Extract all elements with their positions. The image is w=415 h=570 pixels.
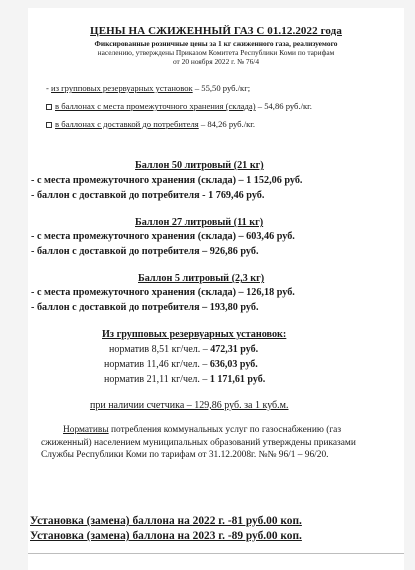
bullet-item-delivery bbox=[46, 119, 255, 129]
subtitle-line-1: Фиксированные розничные цены за 1 кг сжиженного газа, реализуемого bbox=[94, 39, 338, 48]
norm-label: норматив 8,51 кг/чел. – bbox=[109, 344, 211, 355]
norm-label: норматив 21,11 кг/чел. – bbox=[104, 374, 210, 385]
bullet-item-storage bbox=[46, 101, 312, 111]
norm-label: норматив 11,46 кг/чел. – bbox=[104, 359, 210, 370]
meter-price: при наличии счетчика – 129,86 руб. за 1 куб.м. bbox=[90, 400, 289, 411]
paragraph-underlined: Нормативы bbox=[63, 425, 109, 435]
document-page bbox=[28, 8, 404, 570]
bullet-price: – 55,50 руб./кг; bbox=[192, 83, 251, 93]
norm-price: 636,03 руб. bbox=[209, 359, 258, 370]
norms-paragraph bbox=[41, 424, 391, 462]
bullet-price: – 54,86 руб./кг. bbox=[255, 101, 312, 111]
bottom-divider bbox=[28, 553, 404, 554]
footer-install-2023: Установка (замена) баллона на 2023 г. -89 руб.00 коп. bbox=[30, 530, 302, 542]
bullet-label: в баллонах с доставкой до потребителя bbox=[55, 119, 199, 129]
checkbox-icon bbox=[46, 104, 52, 110]
cylinder-5-storage-price: - с места промежуточного хранения (склада) – 126,18 руб. bbox=[31, 287, 295, 298]
norm-row bbox=[104, 359, 258, 370]
bullet-price: – 84,26 руб./кг. bbox=[198, 119, 255, 129]
document-title: ЦЕНЫ НА СЖИЖЕННЫЙ ГАЗ С 01.12.2022 года bbox=[90, 25, 342, 37]
cylinder-5-delivery-price: - баллон с доставкой до потребителя – 193,80 руб. bbox=[31, 302, 259, 313]
cylinder-27-delivery-price: - баллон с доставкой до потребителя – 926,86 руб. bbox=[31, 246, 259, 257]
cylinder-5-title: Баллон 5 литровый (2,3 кг) bbox=[138, 273, 265, 284]
cylinder-27-storage-price: - с места промежуточного хранения (склада) – 603,46 руб. bbox=[31, 231, 295, 242]
subtitle-line-2: населению, утверждены Приказом Комитета Республики Коми по тарифам bbox=[97, 48, 335, 57]
group-installations-title: Из групповых резервуарных установок: bbox=[102, 329, 287, 340]
norm-row bbox=[109, 344, 258, 355]
norm-row bbox=[104, 374, 265, 385]
footer-install-2022: Установка (замена) баллона на 2022 г. -81 руб.00 коп. bbox=[30, 515, 302, 527]
checkbox-icon bbox=[46, 122, 52, 128]
cylinder-50-storage-price: - с места промежуточного хранения (склада) – 1 152,06 руб. bbox=[31, 175, 303, 186]
norm-price: 472,31 руб. bbox=[210, 344, 259, 355]
cylinder-27-title: Баллон 27 литровый (11 кг) bbox=[135, 217, 264, 228]
bullet-item-group-installations: - из групповых резервуарных установок – 55,50 руб./кг; bbox=[46, 83, 251, 93]
cylinder-50-title: Баллон 50 литровый (21 кг) bbox=[135, 160, 264, 171]
norm-price: 1 171,61 руб. bbox=[209, 374, 266, 385]
paragraph-text: потребления коммунальных услуг по газоснабжению (газ сжиженный) населением муниципальных образований утверждены приказами Службы Республики Коми по тарифам от 31.12.2008г. №№ 96/1 – 96/20. bbox=[41, 425, 356, 460]
bullet-label: в баллонах с места промежуточного хранения (склада) bbox=[55, 101, 256, 111]
cylinder-50-delivery-price: - баллон с доставкой до потребителя - 1 769,46 руб. bbox=[31, 190, 265, 201]
subtitle-line-3: от 20 ноября 2022 г. № 76/4 bbox=[172, 57, 260, 66]
bullet-label: из групповых резервуарных установок bbox=[51, 83, 193, 93]
